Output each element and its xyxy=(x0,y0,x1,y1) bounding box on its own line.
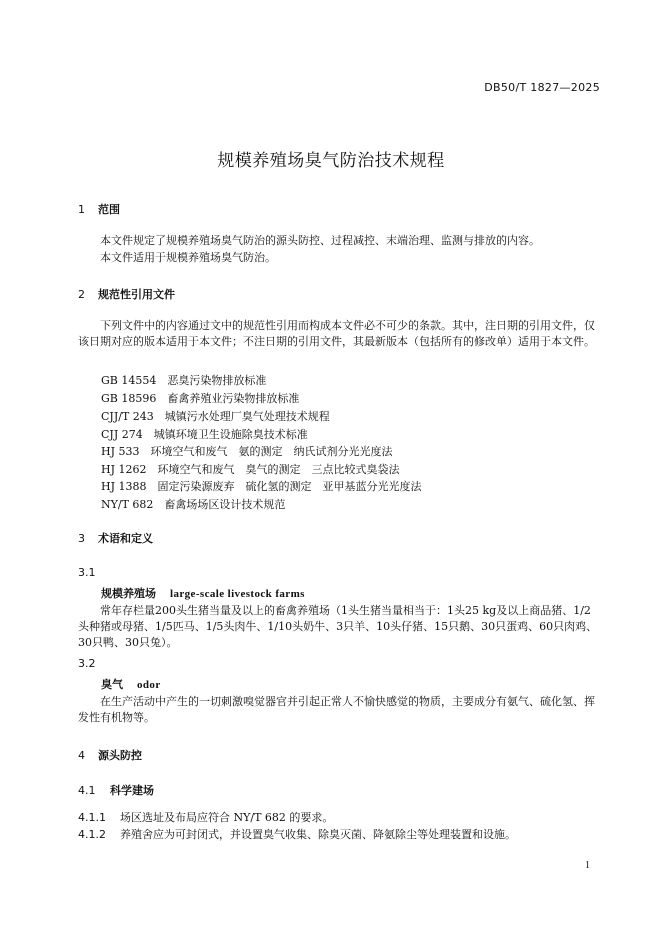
term-english: odor xyxy=(137,679,161,691)
reference-item: CJJ 274 城镇环境卫生设施除臭技术标准 xyxy=(101,428,308,441)
section-1-paragraph-1: 本文件规定了规模养殖场臭气防治的源头防控、过程减控、末端治理、监测与排放的内容。 xyxy=(100,234,540,247)
reference-item: NY/T 682 畜禽场场区设计技术规范 xyxy=(101,498,286,511)
page-number: 1 xyxy=(585,860,590,871)
reference-item: HJ 533 环境空气和废气 氨的测定 纳氏试剂分光光度法 xyxy=(101,445,393,458)
clause-text: 场区选址及布局应符合 NY/T 682 的要求。 xyxy=(120,811,334,824)
reference-item: HJ 1262 环境空气和废气 臭气的测定 三点比较式臭袋法 xyxy=(101,463,400,476)
section-2-heading xyxy=(78,286,175,302)
term-number: 3.1 xyxy=(78,566,96,579)
term-number: 3.2 xyxy=(78,657,96,670)
subsection-number: 4.1 xyxy=(78,784,96,797)
term-definition: 常年存栏量200头生猪当量及以上的畜禽养殖场（1头生猪当量相当于：1头25 kg及以上商品猪、1/2头种猪或母猪、1/5匹马、1/5头肉牛、1/10头奶牛、3只羊、10头仔猪、15只鹅、30只蛋鸡、60只肉鸡、30只鸭、30只兔）。 xyxy=(78,604,598,649)
section-number: 1 xyxy=(78,203,85,216)
section-number: 2 xyxy=(78,288,85,301)
reference-item: GB 18596 畜禽养殖业污染物排放标准 xyxy=(101,392,300,405)
term-chinese: 臭气 xyxy=(101,678,123,691)
subsection-title: 科学建场 xyxy=(110,784,154,797)
section-title: 术语和定义 xyxy=(98,532,153,545)
standard-code: DB50/T 1827—2025 xyxy=(484,81,600,94)
reference-item: HJ 1388 固定污染源废弃 硫化氢的测定 亚甲基蓝分光光度法 xyxy=(101,480,422,493)
clause-number: 4.1.2 xyxy=(78,828,106,841)
clause-number: 4.1.1 xyxy=(78,811,106,824)
clause-4-1-1 xyxy=(78,809,333,825)
reference-item: GB 14554 恶臭污染物排放标准 xyxy=(101,374,267,387)
section-number: 3 xyxy=(78,532,85,545)
section-2-intro: 下列文件中的内容通过文中的规范性引用而构成本文件必不可少的条款。其中，注日期的引用文件，仅该日期对应的版本适用于本文件；不注日期的引用文件，其最新版本（包括所有的修改单）适用于本文件。 xyxy=(78,319,595,348)
clause-text: 养殖舍应为可封闭式，并设置臭气收集、除臭灭菌、降氨除尘等处理装置和设施。 xyxy=(120,828,516,841)
section-4-heading xyxy=(78,747,142,763)
section-3-heading xyxy=(78,530,153,546)
term-heading xyxy=(101,585,305,601)
section-title: 规范性引用文件 xyxy=(98,288,175,301)
term-chinese: 规模养殖场 xyxy=(101,587,156,600)
section-1-paragraph-2: 本文件适用于规模养殖场臭气防治。 xyxy=(100,251,276,264)
term-definition: 在生产活动中产生的一切刺激嗅觉器官并引起正常人不愉快感觉的物质，主要成分有氨气、硫化氢、挥发性有机物等。 xyxy=(78,695,595,724)
clause-4-1-2 xyxy=(78,826,516,842)
section-1-heading xyxy=(78,201,120,217)
subsection-4-1-heading xyxy=(78,782,154,798)
term-english: large-scale livestock farms xyxy=(170,588,305,600)
section-title: 源头防控 xyxy=(98,749,142,762)
document-title: 规模养殖场臭气防治技术规程 xyxy=(217,151,445,171)
section-number: 4 xyxy=(78,749,85,762)
section-title: 范围 xyxy=(98,203,120,216)
reference-item: CJJ/T 243 城镇污水处理厂臭气处理技术规程 xyxy=(101,410,330,423)
term-heading xyxy=(101,676,161,692)
